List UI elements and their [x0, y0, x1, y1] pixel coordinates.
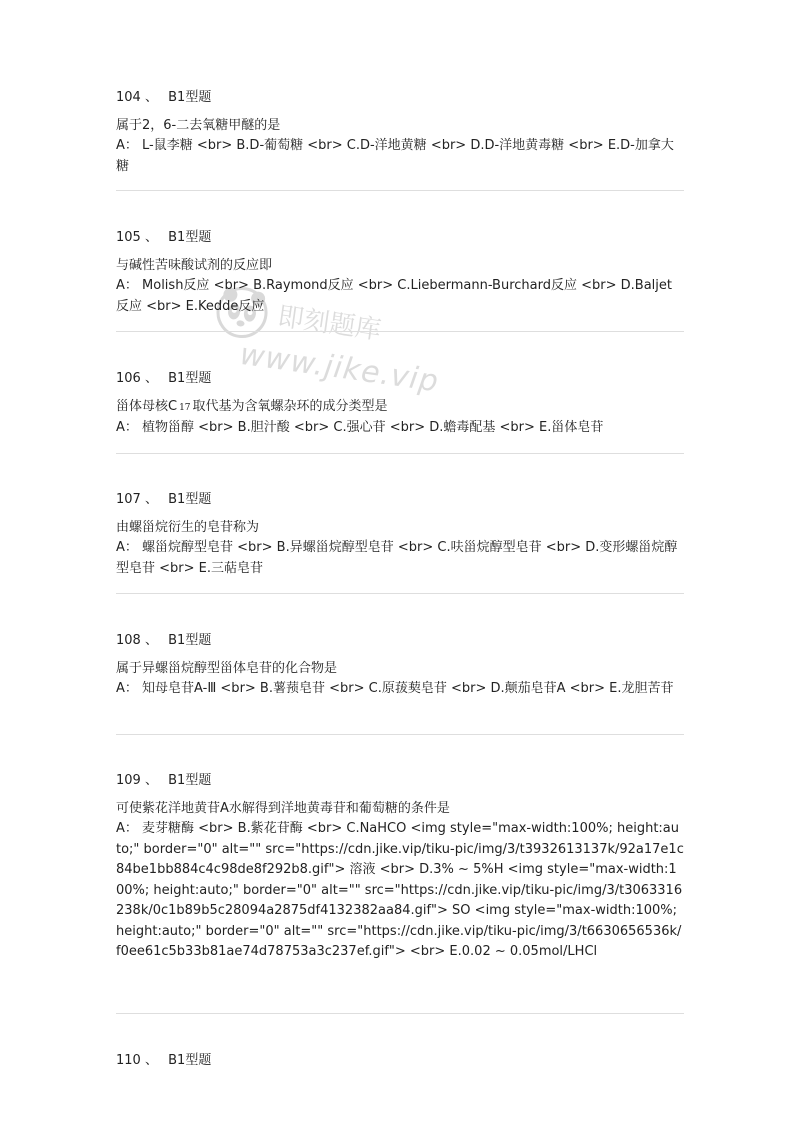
question-107 — [116, 490, 684, 579]
question-options: A： 麦芽糖酶 <br> B.紫花苷酶 <br> C.NaHCO <img style="max-width:100%; height:auto;" border="0" alt="" src="https://cdn.jike.vip/tiku-pic/img/3/t3932613137k/92a17e1c84be1bb884c4c98de8f292b8.gif"> 溶液 <br> D.3% ~ 5%H <img style="max-width:100%; height:auto;" border="0" alt="" src="https://cdn.jike.vip/tiku-pic/img/3/t3063316238k/0c1b89b5c28094a2875df4132382aa84.gif"> SO <img style="max-width:100%; height:auto;" border="0" alt="" src="https://cdn.jike.vip/tiku-pic/img/3/t6630656536k/f0ee61c5b33b81ae74d78753a3c237ef.gif"> <br> E.0.02 ~ 0.05mol/LHCl — [116, 821, 684, 959]
question-header — [116, 631, 684, 651]
question-type: B1型题 — [168, 773, 212, 788]
question-separator: 、 — [144, 773, 158, 788]
question-options: A： Molish反应 <br> B.Raymond反应 <br> C.Liebermann-Burchard反应 <br> D.Baljet反应 <br> E.Kedde反应 — [116, 278, 672, 314]
stem-subscript: 17 — [179, 403, 191, 413]
question-separator: 、 — [144, 492, 158, 507]
divider — [116, 331, 684, 332]
divider — [116, 734, 684, 735]
watermark-url: www.jike.vip — [237, 336, 442, 400]
question-type: B1型题 — [168, 90, 212, 105]
stem-text-before: 甾体母核C — [116, 399, 178, 414]
question-number: 110 — [116, 1053, 141, 1068]
divider — [116, 190, 684, 191]
question-type: B1型题 — [168, 1053, 212, 1068]
question-105 — [116, 228, 684, 317]
divider — [116, 453, 684, 454]
question-number: 107 — [116, 492, 141, 507]
question-109 — [116, 771, 684, 963]
question-108 — [116, 631, 684, 700]
question-type: B1型题 — [168, 633, 212, 648]
question-number: 105 — [116, 230, 141, 245]
question-type: B1型题 — [168, 230, 212, 245]
question-type: B1型题 — [168, 492, 212, 507]
question-options: A： L-鼠李糖 <br> B.D-葡萄糖 <br> C.D-洋地黄糖 <br> D.D-洋地黄毒糖 <br> E.D-加拿大糖 — [116, 138, 674, 174]
question-stem: 由螺甾烷衍生的皂苷称为 — [116, 520, 260, 535]
question-number: 109 — [116, 773, 141, 788]
question-stem: 属于2，6-二去氧糖甲醚的是 — [116, 118, 281, 133]
stem-text-after: 取代基为含氧螺杂环的成分类型是 — [192, 399, 388, 414]
divider — [116, 593, 684, 594]
question-header — [116, 369, 684, 389]
question-separator: 、 — [144, 230, 158, 245]
question-options: A： 知母皂苷A-Ⅲ <br> B.薯蓣皂苷 <br> C.原菝葜皂苷 <br> D.颠茄皂苷A <br> E.龙胆苦苷 — [116, 681, 674, 696]
question-number: 108 — [116, 633, 141, 648]
question-stem: 可使紫花洋地黄苷A水解得到洋地黄毒苷和葡萄糖的条件是 — [116, 801, 450, 816]
question-separator: 、 — [144, 371, 158, 386]
question-106 — [116, 369, 684, 439]
question-stem: 属于异螺甾烷醇型甾体皂苷的化合物是 — [116, 661, 338, 676]
divider — [116, 1013, 684, 1014]
question-header — [116, 88, 684, 108]
question-header — [116, 228, 684, 248]
question-type: B1型题 — [168, 371, 212, 386]
question-number: 104 — [116, 90, 141, 105]
question-options: A： 螺甾烷醇型皂苷 <br> B.异螺甾烷醇型皂苷 <br> C.呋甾烷醇型皂苷 <br> D.变形螺甾烷醇型皂苷 <br> E.三萜皂苷 — [116, 540, 678, 576]
question-header — [116, 1051, 684, 1071]
question-110 — [116, 1051, 684, 1079]
question-104 — [116, 88, 684, 177]
question-separator: 、 — [144, 1053, 158, 1068]
question-stem: 与碱性苦味酸试剂的反应即 — [116, 258, 273, 273]
question-stem — [116, 397, 684, 418]
question-separator: 、 — [144, 90, 158, 105]
question-number: 106 — [116, 371, 141, 386]
question-header — [116, 490, 684, 510]
watermark-title: 即刻题库 — [275, 301, 383, 346]
question-separator: 、 — [144, 633, 158, 648]
question-options: A： 植物甾醇 <br> B.胆汁酸 <br> C.强心苷 <br> D.蟾毒配基 <br> E.甾体皂苷 — [116, 420, 604, 435]
question-header — [116, 771, 684, 791]
